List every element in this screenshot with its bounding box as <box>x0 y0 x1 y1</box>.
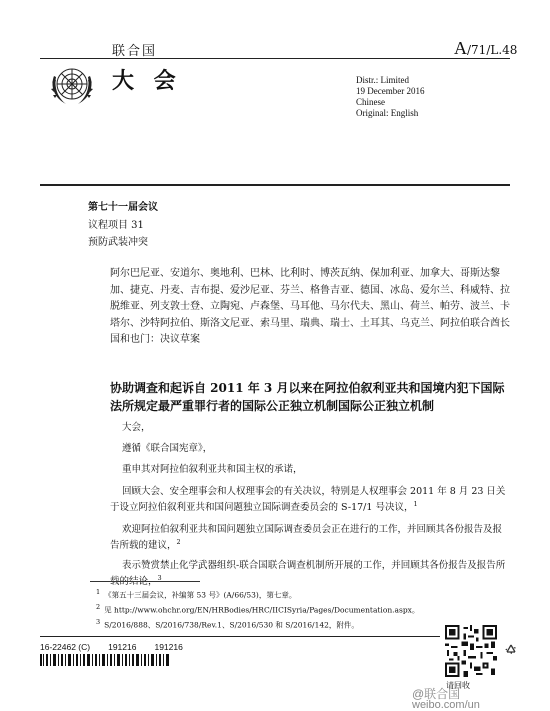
job-number: 16-22462 (C) <box>40 642 91 652</box>
recycle-label: 请回收 <box>446 681 470 690</box>
distribution-block <box>356 75 424 119</box>
preamble-para <box>110 462 510 478</box>
document-number <box>40 642 201 652</box>
footnote-text: S/2016/888、S/2016/738/Rev.1、S/2016/530 和 S/2016/142，附件。 <box>104 620 359 630</box>
sponsors-paragraph: 阿尔巴尼亚、安道尔、奥地利、巴林、比利时、博茨瓦纳、保加利亚、加拿大、哥斯达黎加、捷克、丹麦、吉布提、爱沙尼亚、芬兰、格鲁吉亚、德国、冰岛、爱尔兰、科威特、拉脱维亚、列支敦士登、立陶宛、卢森堡、马耳他、马尔代夫、黑山、荷兰、帕劳、波兰、卡塔尔、沙特阿拉伯、斯洛文尼亚、索马里、瑞典、瑞士、土耳其、乌克兰、阿拉伯联合酋长国和也门：决议草案 <box>110 268 510 345</box>
footnote-ref: 3 <box>157 573 162 582</box>
footnote-ref: 1 <box>413 499 418 508</box>
para-text: 重申其对阿拉伯叙利亚共和国主权的承诺， <box>122 464 303 475</box>
preamble-para <box>110 441 510 457</box>
header-rule <box>40 58 510 59</box>
preamble-para <box>110 484 510 516</box>
language-line: Chinese <box>356 97 385 107</box>
preamble-para <box>110 558 510 590</box>
barcode-icon <box>40 654 170 666</box>
recycle-icon <box>503 643 519 659</box>
symbol-letter: A <box>454 38 467 58</box>
footnote <box>96 602 419 616</box>
agenda-topic: 预防武装冲突 <box>88 237 148 248</box>
para-text: 大会， <box>122 422 151 433</box>
symbol-number: /71/L.48 <box>467 43 518 57</box>
para-text: 欢迎阿拉伯叙利亚共和国问题独立国际调查委员会正在进行的工作，并回顾其各份报告及报告所载的建议， <box>110 524 503 551</box>
footnote-ref: 2 <box>176 537 181 546</box>
footer-rule <box>40 636 440 637</box>
footnote-text: 《第五十三届会议，补编第 53 号》(A/66/53)，第七章。 <box>104 590 297 600</box>
session-line: 第七十一届会议 <box>88 202 158 213</box>
resolution-title: 协助调查和起诉自 2011 年 3 月以来在阿拉伯叙利亚共和国境内犯下国际法所规定最严重罪行者的国际公正独立机制国际公正独立机制 <box>110 381 505 413</box>
para-text: 表示赞赏禁止化学武器组织-联合国联合调查机制所开展的工作，并回顾其各份报告及报告所载的结论， <box>110 560 506 587</box>
qr-code-icon <box>445 625 497 677</box>
date-code: 191216 <box>108 642 137 652</box>
header-bottom-rule <box>40 184 510 186</box>
footnote-number: 1 <box>96 588 101 596</box>
original-line: Original: English <box>356 108 419 118</box>
para-text: 遵循《联合国宪章》， <box>122 443 213 454</box>
date-code: 191216 <box>154 642 183 652</box>
footnote <box>96 587 296 601</box>
footnote-number: 3 <box>96 618 101 626</box>
date-line: 19 December 2016 <box>356 86 425 96</box>
footnote-text: 见 http://www.ohchr.org/EN/HRBodies/HRC/IICISyria/Pages/Documentation.aspx。 <box>104 605 420 615</box>
organ-name: 大 会 <box>112 68 182 94</box>
footnote <box>96 617 359 631</box>
agenda-item: 议程项目 31 <box>88 220 144 231</box>
footnote-rule <box>90 581 200 582</box>
preamble-para <box>110 420 510 436</box>
weibo-watermark: @联合国 <box>412 687 461 701</box>
para-text: 回顾大会、安全理事会和人权理事会的有关决议，特别是人权理事会 2011 年 8 月 23 日关于设立阿拉伯叙利亚共和国问题独立国际调查委员会的 S-17/1 号决议， <box>110 486 506 513</box>
distr-line: Distr.: Limited <box>356 75 409 85</box>
weibo-url-watermark: weibo.com/un <box>412 699 480 711</box>
preamble-para <box>110 522 510 554</box>
org-name: 联合国 <box>112 44 158 59</box>
un-emblem-icon <box>48 62 96 110</box>
document-symbol <box>454 38 517 59</box>
footnote-number: 2 <box>96 603 101 611</box>
